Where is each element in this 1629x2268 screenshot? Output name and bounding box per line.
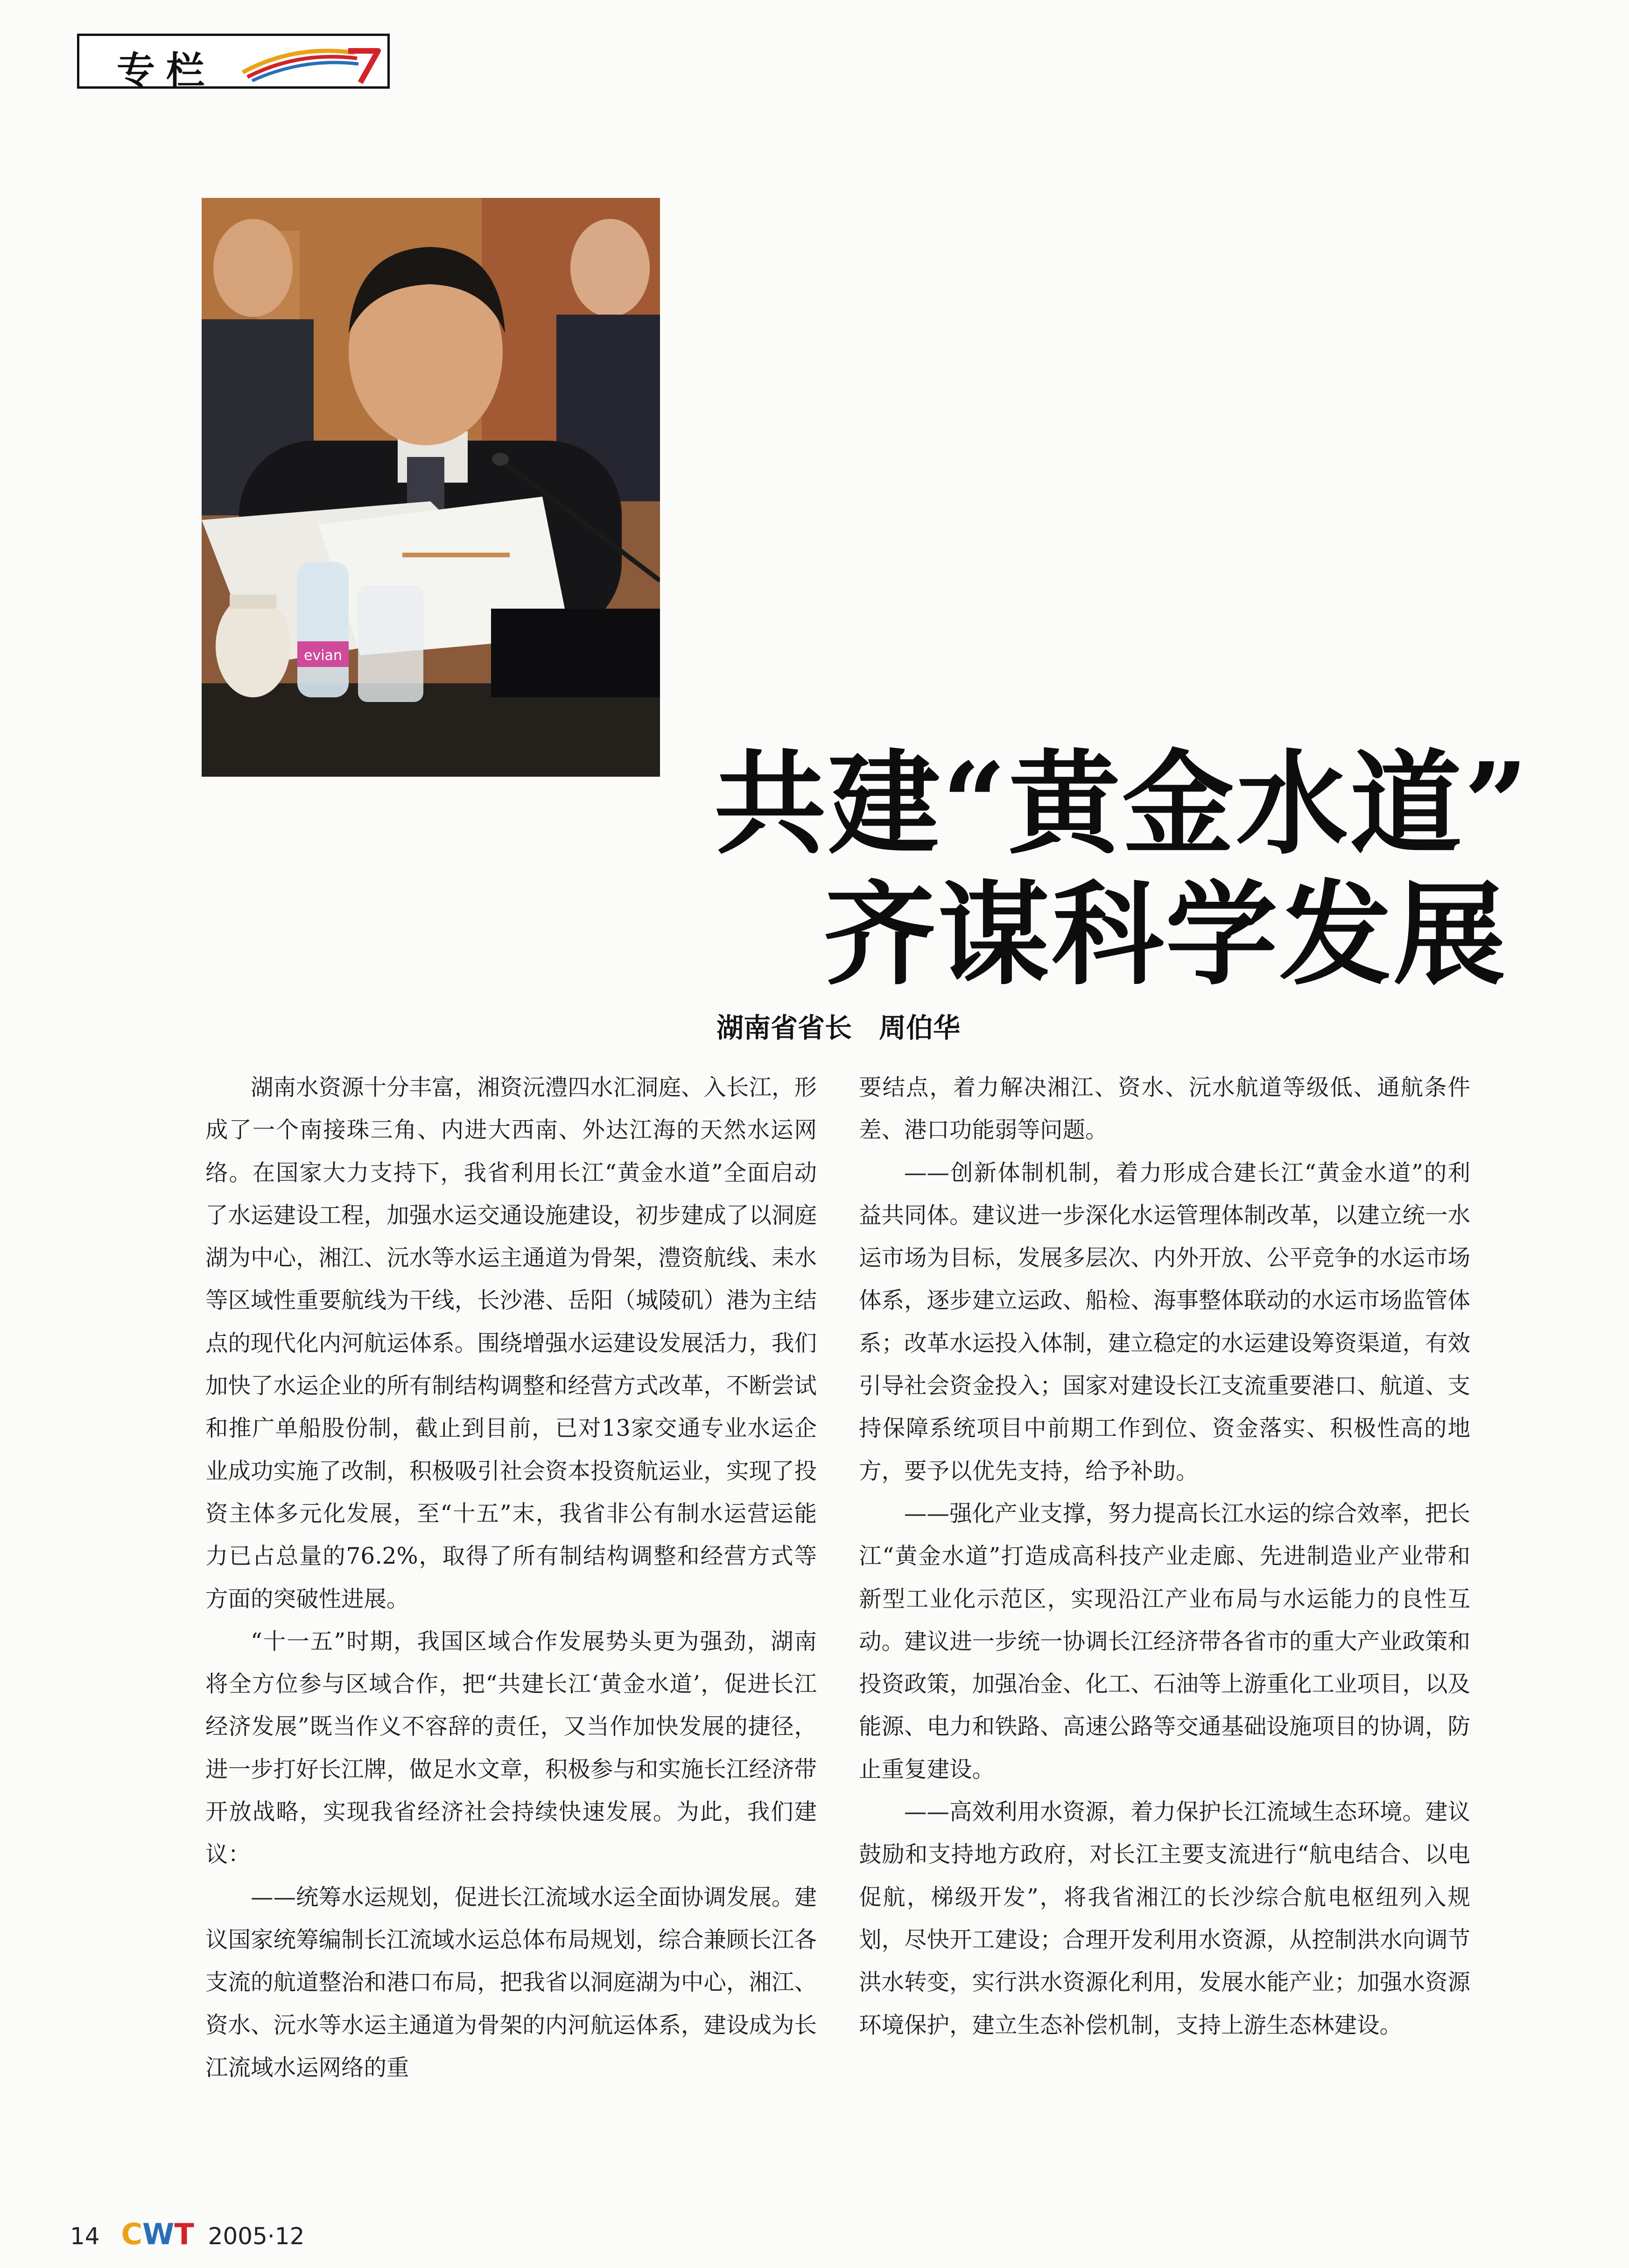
right-column bbox=[859, 1067, 1470, 2047]
page-footer bbox=[70, 2217, 304, 2251]
paragraph: 湖南水资源十分丰富，湘资沅澧四水汇洞庭、入长江，形成了一个南接珠三角、内进大西南、外达江海的天然水运网络。在国家大力支持下，我省利用长江“黄金水道”全面启动了水运建设工程，加强水运交通设施建设，初步建成了以洞庭湖为中心，湘江、沅水等水运主通道为骨架，澧资航线、耒水等区域性重要航线为干线，长沙港、岳阳（城陵矶）港为主结点的现代化内河航运体系。围绕增强水运建设发展活力，我们加快了水运企业的所有制结构调整和经营方式改革，不断尝试和推广单船股份制，截止到目前，已对13家交通专业水运企业成功实施了改制，积极吸引社会资本投资航运业，实现了投资主体多元化发展，至“十五”末，我省非公有制水运营运能力已占总量的76.2%，取得了所有制结构调整和经营方式等方面的突破性进展。 bbox=[205, 1074, 817, 1612]
column-label: 专栏 bbox=[117, 49, 216, 93]
paragraph: “十一五”时期，我国区域合作发展势头更为强劲，湖南将全方位参与区域合作，把“共建长江‘黄金水道’，促进长江经济发展”既当作义不容辞的责任，又当作加快发展的捷径，进一步打好长江牌，做足水文章，积极参与和实施长江经济带开放战略，实现我省经济社会持续快速发展。为此，我们建议： bbox=[205, 1628, 817, 1868]
column-label-box bbox=[77, 34, 390, 93]
paragraph-continued: 要结点，着力解决湘江、资水、沅水航道等级低、通航条件差、港口功能弱等问题。 bbox=[859, 1074, 1470, 1144]
paragraph: ——创新体制机制，着力形成合建长江“黄金水道”的利益共同体。建议进一步深化水运管理体制改革，以建立统一水运市场为目标，发展多层次、内外开放、公平竞争的水运市场体系，逐步建立运政、船检、海事整体联动的水运市场监管体系；改革水运投入体制，建立稳定的水运建设筹资渠道，有效引导社会资金投入；国家对建设长江支流重要港口、航道、支持保障系统项目中前期工作到位、资金落实、积极性高的地方，要予以优先支持，给予补助。 bbox=[859, 1159, 1470, 1484]
speaker-photo bbox=[202, 198, 660, 777]
paragraph: ——强化产业支撑，努力提高长江水运的综合效率，把长江“黄金水道”打造成高科技产业走廊、先进制造业产业带和新型工业化示范区，实现沿江产业布局与水运能力的良性互动。建议进一步统一协调长江经济带各省市的重大产业政策和投资政策，加强冶金、化工、石油等上游重化工业项目，以及能源、电力和铁路、高速公路等交通基础设施项目的协调，防止重复建设。 bbox=[859, 1500, 1470, 1783]
bottle-label: evian bbox=[304, 647, 342, 664]
magazine-logo: CWT bbox=[121, 2217, 194, 2251]
paragraph: ——统筹水运规划，促进长江流域水运全面协调发展。建议国家统筹编制长江流域水运总体布局规划，综合兼顾长江各支流的航道整治和港口布局，把我省以洞庭湖为中心，湘江、资水、沅水等水运主通道为骨架的内河航运体系，建设成为长江流域水运网络的重 bbox=[205, 1884, 817, 2081]
article-title-line2: 齐谋科学发展 bbox=[824, 869, 1508, 1000]
article-title-line1: 共建“黄金水道” bbox=[714, 738, 1531, 870]
issue-number: 2005·12 bbox=[208, 2223, 305, 2250]
author-byline: 湖南省省长 周伯华 bbox=[716, 1012, 961, 1044]
page-number: 14 bbox=[70, 2223, 100, 2250]
left-column bbox=[205, 1067, 817, 2089]
paragraph: ——高效利用水资源，着力保护长江流域生态环境。建议鼓励和支持地方政府，对长江主要支流进行“航电结合、以电促航，梯级开发”，将我省湘江的长沙综合航电枢纽列入规划，尽快开工建设；合理开发利用水资源，从控制洪水向调节洪水转变，实行洪水资源化利用，发展水能产业；加强水资源环境保护，建立生态补偿机制，支持上游生态林建设。 bbox=[859, 1799, 1470, 2038]
swoosh-logo-icon bbox=[238, 40, 387, 86]
